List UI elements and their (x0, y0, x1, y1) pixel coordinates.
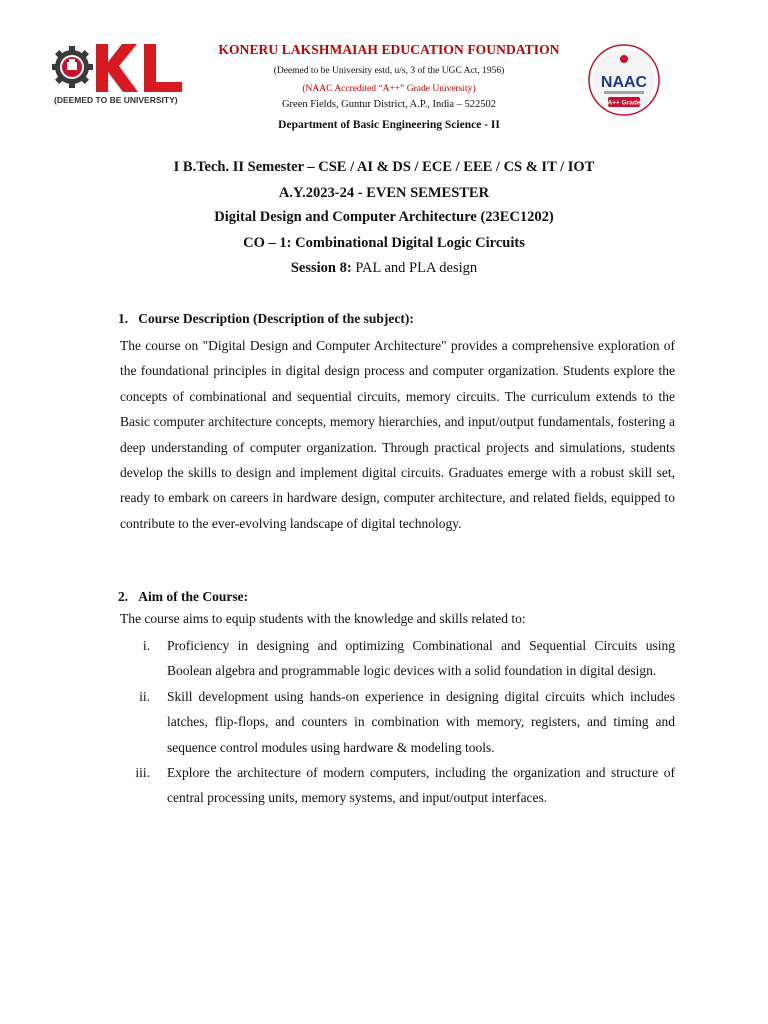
aim-intro: The course aims to equip students with the knowledge and skills related to: (120, 611, 526, 626)
course-name: Digital Design and Computer Architecture (23EC1202) (214, 209, 554, 225)
deemed-note: (Deemed to be University estd, u/s, 3 of the UGC Act, 1956) (273, 66, 505, 76)
list-item-text: Proficiency in designing and optimizing Combinational and Sequential Circuits using Boolean algebra and programmable logic devices with a solid foundation in digital design. (167, 638, 675, 679)
list-item (120, 684, 675, 760)
address: Green Fields, Guntur District, A.P., India – 522502 (281, 99, 497, 110)
course-outcome: CO – 1: Combinational Digital Logic Circuits (243, 235, 525, 251)
session-title (0, 260, 768, 277)
session-label: Session 8: (290, 260, 352, 276)
list-item-text: Skill development using hands-on experience in designing digital circuits which includes latches, flip-flops, and counters in combination with memory, registers, and timing and sequence control modules using hardware & modeling tools. (167, 688, 675, 755)
academic-year: A.Y.2023-24 - EVEN SEMESTER (278, 185, 490, 201)
gear-emblem-icon (52, 46, 93, 88)
list-item (120, 633, 675, 684)
list-item-number: i. (142, 638, 150, 653)
aim-list (120, 633, 675, 811)
department: Department of Basic Engineering Science - II (278, 119, 500, 131)
kl-university-logo (52, 40, 200, 106)
course-programs: I B.Tech. II Semester – CSE / AI & DS / ECE / EEE / CS & IT / IOT (173, 159, 595, 175)
course-description-text: The course on "Digital Design and Computer Architecture" provides a comprehensive exploration of the foundational principles in digital design process and computer organization. Students explore the concepts of combinational and sequential circuits, memory circuits. The curriculum extends to the Basic computer architecture concepts, memory hierarchies, and input/output fundamentals, fostering a deep understanding of computer organization. Through practical projects and simulations, students develop the skills to design and implement digital circuits. Graduates emerge with a robust skill set, ready to embark on careers in hardware design, computer architecture, and related fields, equipped to contribute to the ever-evolving landscape of digital technology. (120, 338, 675, 531)
list-item-number: iii. (135, 765, 150, 781)
naac-logo (588, 44, 660, 116)
section-heading-aim: 2. Aim of the Course: (118, 589, 249, 604)
foundation-name: KONERU LAKSHMAIAH EDUCATION FOUNDATION (218, 42, 560, 57)
list-item (120, 760, 675, 811)
svg-text:NAAC: NAAC (600, 74, 648, 91)
session-topic: PAL and PLA design (351, 260, 478, 276)
list-item-text: Explore the architecture of modern computers, including the organization and structure of central processing units, memory systems, and input/output interfaces. (167, 765, 675, 806)
naac-emblem-icon (620, 55, 628, 63)
logo-tagline: (DEEMED TO BE UNIVERSITY) (54, 95, 178, 105)
svg-text:A++ Grade: A++ Grade (607, 99, 641, 107)
naac-accreditation: (NAAC Accredited “A++” Grade University) (302, 84, 476, 94)
section-heading-course-description: 1. Course Description (Description of the subject): (118, 311, 414, 326)
list-item-number: ii. (139, 688, 150, 704)
